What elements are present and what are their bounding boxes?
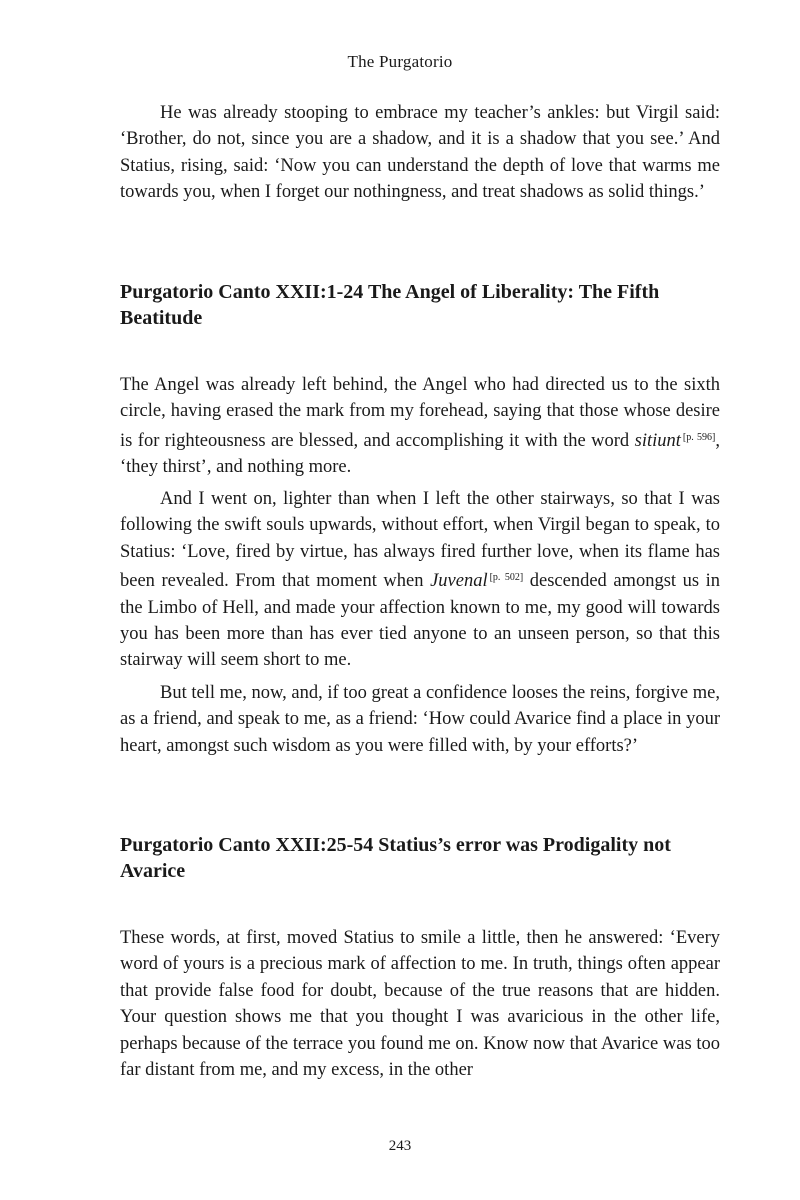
section-heading-canto-xxii-1-24: Purgatorio Canto XXII:1-24 The Angel of Liberality: The Fifth Beatitude [120,281,660,329]
paragraph-text: The Angel was already left behind, the Angel who had directed us to the sixth circle, having erased the mark from my forehead, saying that those whose desire is for righteousness are blessed, and accomplishing it with the word [120,375,720,451]
paragraph-text: descended amongst us in the Limbo of Hell, and made your affection known to me, my good will towards you has been more than has ever tied anyone to an unseen person, so that this stairway will seem short to me. [120,571,720,671]
paragraph-avarice-question: But tell me, now, and, if too great a confidence looses the reins, forgive me, as a friend, and speak to me, as a friend: ‘How could Avarice find a place in your heart, amongst such wisdom as you were filled with, by your efforts?’ [120,683,720,756]
page-number: 243 [388,1138,412,1154]
paragraph-virgil-speaks [120,486,720,674]
page-reference: [p. 502] [489,572,524,584]
page-reference: [p. 596] [682,431,716,443]
paragraph-angel-left-behind [120,372,720,481]
italic-name-juvenal: Juvenal [430,571,488,592]
paragraph-statius-embrace: He was already stooping to embrace my teacher’s ankles: but Virgil said: ‘Brother, do not, since you are a shadow, and it is a shadow that you see.’ And Statius, rising, said: ‘Now you can understand the depth of love that warms me towards you, when I forget our nothingness, and treat shadows as solid things.’ [120,103,720,203]
paragraph-text: And I went on, lighter than when I left the other stairways, so that I was following the swift souls upwards, without effort, when Virgil began to speak, to Statius: ‘Love, fired by virtue, has always fired further love, when its flame has been revealed. From that moment when [120,489,720,592]
paragraph-statius-answers: These words, at first, moved Statius to smile a little, then he answered: ‘Every word of yours is a precious mark of affection to me. In truth, things often appear that provide false food for doubt, because of the true reasons that are hidden. Your question shows me that you thought I was avaricious in the other life, perhaps because of the terrace you found me on. Know now that Avarice was too far distant from me, and my excess, in the other [120,928,720,1081]
section-heading-canto-xxii-25-54: Purgatorio Canto XXII:25-54 Statius’s error was Prodigality not Avarice [120,834,671,882]
italic-term-sitiunt: sitiunt [634,430,681,451]
running-head: The Purgatorio [347,52,453,71]
paragraph-text: , ‘they thirst’, and nothing more. [120,430,720,478]
